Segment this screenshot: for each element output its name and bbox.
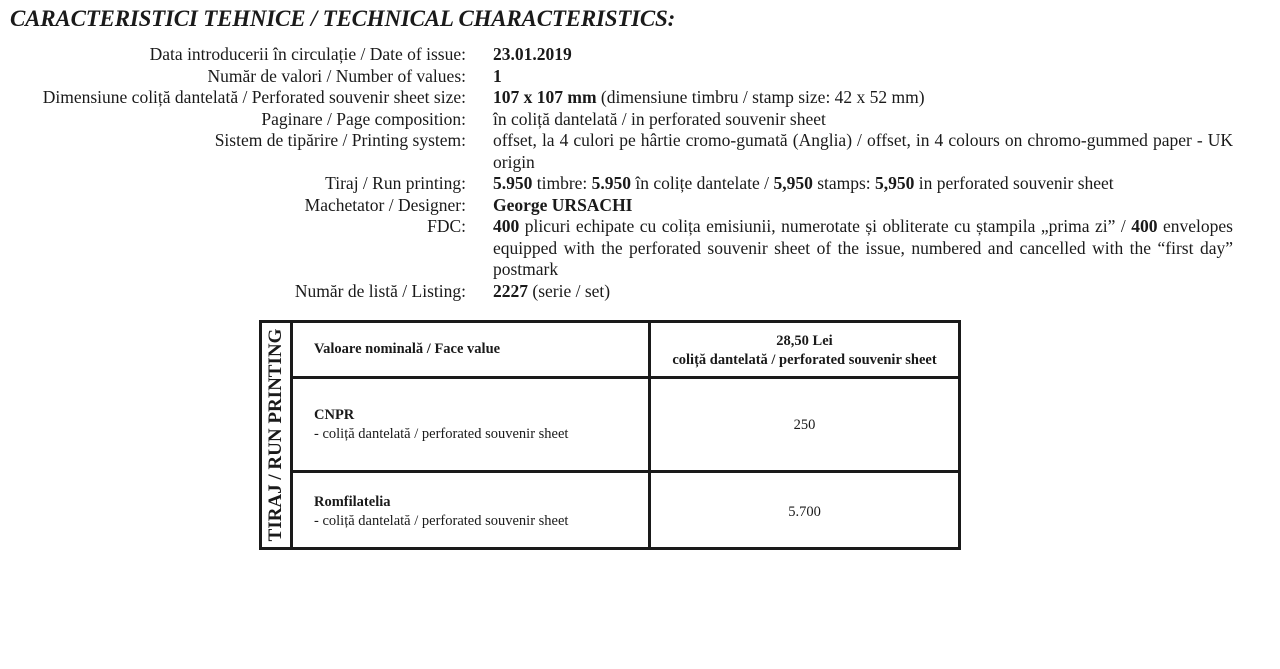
spec-value: offset, la 4 culori pe hârtie cromo-gumată (Anglia) / offset, in 4 colours on chromo-gummed paper - UK origin — [493, 130, 1233, 172]
spec-label: Tiraj / Run printing: — [325, 173, 466, 193]
page-title: CARACTERISTICI TEHNICE / TECHNICAL CHARACTERISTICS: — [10, 6, 676, 31]
spec-printing-system — [0, 130, 1280, 173]
run-text: în colițe dantelate / — [631, 173, 774, 193]
spec-value — [493, 87, 1233, 109]
distributor-desc: - coliță dantelată / perforated souvenir sheet — [314, 513, 569, 529]
spec-fdc — [0, 216, 1280, 281]
table-cell-value: 5.700 — [788, 504, 821, 520]
side-label: TIRAJ / RUN PRINTING — [265, 328, 286, 542]
specs-list — [0, 44, 1280, 302]
row-divider — [293, 376, 958, 379]
stamp-size-note: (dimensiune timbru / stamp size: 42 x 52 mm) — [596, 87, 925, 107]
distributor-name: CNPR — [314, 407, 355, 423]
number-of-values-value: 1 — [493, 65, 502, 86]
spec-page-composition — [0, 109, 1280, 131]
spec-date-of-issue — [0, 44, 1280, 66]
row-divider — [293, 470, 958, 473]
run-printing-table — [259, 320, 961, 550]
run-text: in perforated souvenir sheet — [914, 173, 1114, 193]
spec-label: Paginare / Page composition: — [261, 108, 466, 129]
run-number: 5.950 — [591, 173, 632, 193]
table-cell-value: 250 — [793, 417, 816, 433]
sheet-size-value: 107 x 107 mm — [493, 87, 597, 107]
spec-label: FDC: — [427, 216, 466, 236]
price-value: 28,50 Lei — [776, 333, 833, 349]
listing-note: (serie / set) — [528, 280, 611, 301]
face-value-header: Valoare nominală / Face value — [314, 341, 501, 357]
spec-label: Machetator / Designer: — [304, 194, 466, 215]
spec-value — [493, 195, 1233, 217]
run-text: stamps: — [812, 173, 876, 193]
run-number: 5.950 — [493, 173, 533, 193]
spec-label: Dimensiune coliță dantelată / Perforated souvenir sheet size: — [42, 87, 466, 107]
spec-designer — [0, 195, 1280, 217]
table-row-label — [314, 493, 644, 531]
date-of-issue-value: 23.01.2019 — [493, 44, 572, 64]
spec-value — [493, 173, 1233, 195]
run-number: 5,950 — [773, 173, 813, 193]
fdc-text: envelopes equipped with the perforated souvenir sheet of the issue, numbered and cancelled with the “first day” postmark — [493, 216, 1233, 279]
fdc-number: 400 — [493, 216, 520, 236]
spec-value — [493, 66, 1233, 88]
spec-label: Număr de valori / Number of values: — [207, 65, 466, 86]
fdc-text: plicuri echipate cu colița emisiunii, numerotate și obliterate cu ștampila „prima zi” / — [519, 216, 1132, 236]
distributor-desc: - coliță dantelată / perforated souvenir sheet — [314, 426, 569, 442]
spec-value: în coliță dantelată / in perforated souvenir sheet — [493, 108, 826, 129]
spec-label: Sistem de tipărire / Printing system: — [214, 130, 466, 150]
run-number: 5,950 — [875, 173, 915, 193]
spec-value — [493, 216, 1233, 281]
spec-sheet-size — [0, 87, 1280, 109]
run-text: timbre: — [532, 173, 592, 193]
spec-listing — [0, 281, 1280, 303]
spec-label: Număr de listă / Listing: — [294, 280, 466, 301]
table-row-label — [314, 406, 644, 444]
listing-number: 2227 — [493, 280, 528, 301]
spec-value — [493, 281, 1233, 303]
side-label-column — [262, 323, 293, 547]
distributor-name: Romfilatelia — [314, 494, 391, 510]
price-header — [651, 332, 958, 370]
spec-number-of-values — [0, 66, 1280, 88]
fdc-number: 400 — [1131, 216, 1158, 236]
spec-run-printing — [0, 173, 1280, 195]
spec-value — [493, 44, 1233, 66]
spec-label: Data introducerii în circulație / Date of issue: — [149, 44, 466, 64]
price-format: coliță dantelată / perforated souvenir sheet — [672, 352, 937, 368]
designer-name: George URSACHI — [493, 194, 633, 215]
